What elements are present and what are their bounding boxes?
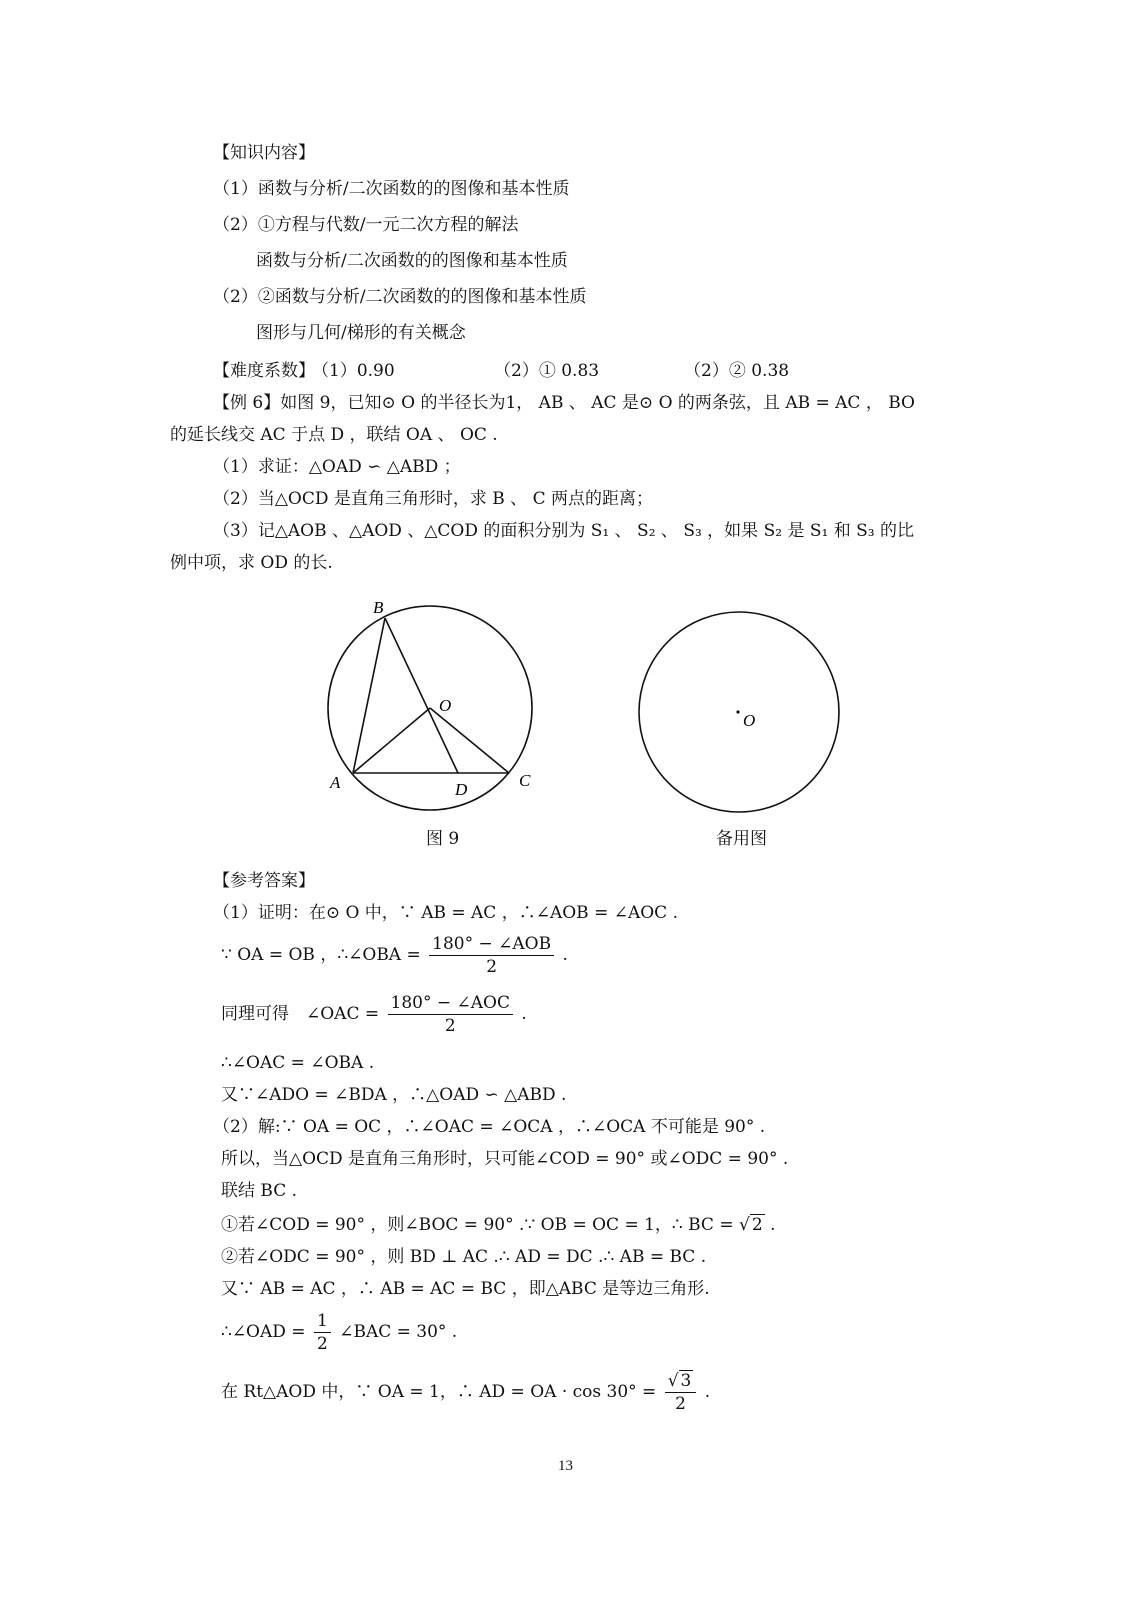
- answer-step-6: （2）解:∵ OA = OC ，∴∠OAC = ∠OCA ，∴∠OCA 不可能是 90° .: [213, 1117, 766, 1137]
- difficulty-label: 【难度系数】: [213, 361, 315, 381]
- answer-step-8: 联结 BC .: [221, 1181, 298, 1201]
- answer-step-12-text: ∴∠OAD =: [221, 1322, 306, 1342]
- fraction-oac: [388, 992, 513, 1037]
- fraction-sqrt3-over-2: [665, 1370, 697, 1415]
- answer-step-2-text: ∵ OA = OB ，∴∠OBA =: [221, 945, 421, 965]
- fraction-oba-denominator: 2: [486, 957, 498, 977]
- caption-spare: 备用图: [716, 829, 767, 849]
- label-o: O: [439, 696, 452, 715]
- answer-step-13: [221, 1370, 710, 1415]
- answer-header: 【参考答案】: [213, 871, 315, 891]
- question-3: （3）记△AOB 、△AOD 、△COD 的面积分别为 S₁ 、 S₂ 、 S₃ ，如果 S₂ 是 S₁ 和 S₃ 的比: [213, 521, 914, 541]
- fraction-oac-denominator: 2: [444, 1016, 456, 1036]
- answer-step-4: ∴∠OAC = ∠OBA .: [221, 1053, 375, 1073]
- problem-tag: 【例 6】: [213, 393, 281, 413]
- difficulty-value-2: （2）① 0.83: [494, 361, 600, 381]
- sqrt-3-radicand: 3: [680, 1371, 692, 1391]
- question-2: （2）当△OCD 是直角三角形时，求 B 、 C 两点的距离；: [213, 489, 653, 509]
- answer-step-9-text: ①若∠COD = 90° ，则∠BOC = 90° .∵ OB = OC = 1，∴ BC =: [221, 1215, 734, 1235]
- knowledge-line-4: （2）②函数与分析/二次函数的的图像和基本性质: [213, 287, 587, 307]
- problem-line-2: 的延长线交 AC 于点 D ，联结 OA 、 OC .: [170, 425, 498, 445]
- fraction-oac-numerator: 180° − ∠AOC: [388, 992, 513, 1015]
- caption-figure-9: 图 9: [426, 829, 460, 849]
- answer-step-2: [221, 932, 568, 978]
- answer-step-3: [221, 992, 527, 1037]
- spare-diagram: [634, 607, 844, 817]
- fraction-half-numerator: 1: [314, 1310, 331, 1333]
- fraction-sqrt3-denominator: 2: [675, 1394, 686, 1414]
- knowledge-line-5: 图形与几何/梯形的有关概念: [256, 323, 466, 343]
- knowledge-line-1: （1）函数与分析/二次函数的的图像和基本性质: [213, 179, 570, 199]
- answer-step-9: [221, 1214, 775, 1236]
- question-3-cont: 例中项，求 OD 的长.: [170, 553, 333, 573]
- problem-text-1: 如图 9，已知⊙ O 的半径长为1， AB 、 AC 是⊙ O 的两条弦，且 AB = AC ， BO: [280, 393, 915, 413]
- answer-step-12-end: ∠BAC = 30° .: [339, 1322, 458, 1342]
- label-a: A: [330, 773, 341, 792]
- label-c: C: [519, 771, 531, 790]
- answer-step-2-end: .: [562, 945, 568, 965]
- label-o-spare: O: [743, 711, 756, 730]
- sqrt-2-radicand: 2: [751, 1215, 763, 1235]
- answer-step-11: 又∵ AB = AC ，∴ AB = AC = BC ，即△ABC 是等边三角形.: [221, 1279, 710, 1299]
- center-dot: [736, 710, 739, 713]
- sqrt-2: √ 2: [739, 1215, 763, 1235]
- problem-line-1: [213, 392, 915, 414]
- fraction-oba-numerator: 180° − ∠AOB: [429, 933, 554, 956]
- answer-step-5: 又∵∠ADO = ∠BDA ，∴△OAD ∽ △ABD .: [221, 1085, 567, 1105]
- difficulty-value-3: （2）② 0.38: [684, 361, 790, 381]
- question-1: （1）求证：△OAD ∽ △ABD ；: [213, 457, 461, 477]
- knowledge-line-3: 函数与分析/二次函数的的图像和基本性质: [256, 251, 568, 271]
- label-d: D: [455, 780, 468, 799]
- difficulty-value-1: （1）0.90: [312, 361, 395, 381]
- label-b: B: [373, 598, 384, 617]
- answer-step-1: （1）证明：在⊙ O 中，∵ AB = AC ，∴∠AOB = ∠AOC .: [213, 903, 678, 923]
- figure-9-diagram: [320, 595, 540, 815]
- fraction-sqrt3-numerator: √ 3: [665, 1370, 697, 1393]
- answer-step-12: [221, 1310, 457, 1355]
- page-number: 13: [558, 1458, 573, 1474]
- fraction-half-denominator: 2: [316, 1334, 328, 1354]
- knowledge-line-2: （2）①方程与代数/一元二次方程的解法: [213, 215, 519, 235]
- knowledge-header: 【知识内容】: [213, 143, 315, 163]
- answer-step-3-text: 同理可得 ∠OAC =: [221, 1004, 380, 1024]
- answer-step-9-end: .: [770, 1215, 776, 1235]
- answer-step-10: ②若∠ODC = 90° ，则 BD ⊥ AC .∴ AD = DC .∴ AB = BC .: [221, 1247, 707, 1267]
- answer-step-3-end: .: [521, 1004, 527, 1024]
- answer-step-13-end: .: [704, 1382, 711, 1402]
- answer-step-7: 所以，当△OCD 是直角三角形时，只可能∠COD = 90° 或∠ODC = 90° .: [221, 1149, 789, 1169]
- fraction-oba: [429, 933, 554, 978]
- answer-step-13-text: 在 Rt△AOD 中，∵ OA = 1，∴ AD = OA · cos 30° =: [221, 1382, 657, 1402]
- fraction-half: [314, 1310, 331, 1355]
